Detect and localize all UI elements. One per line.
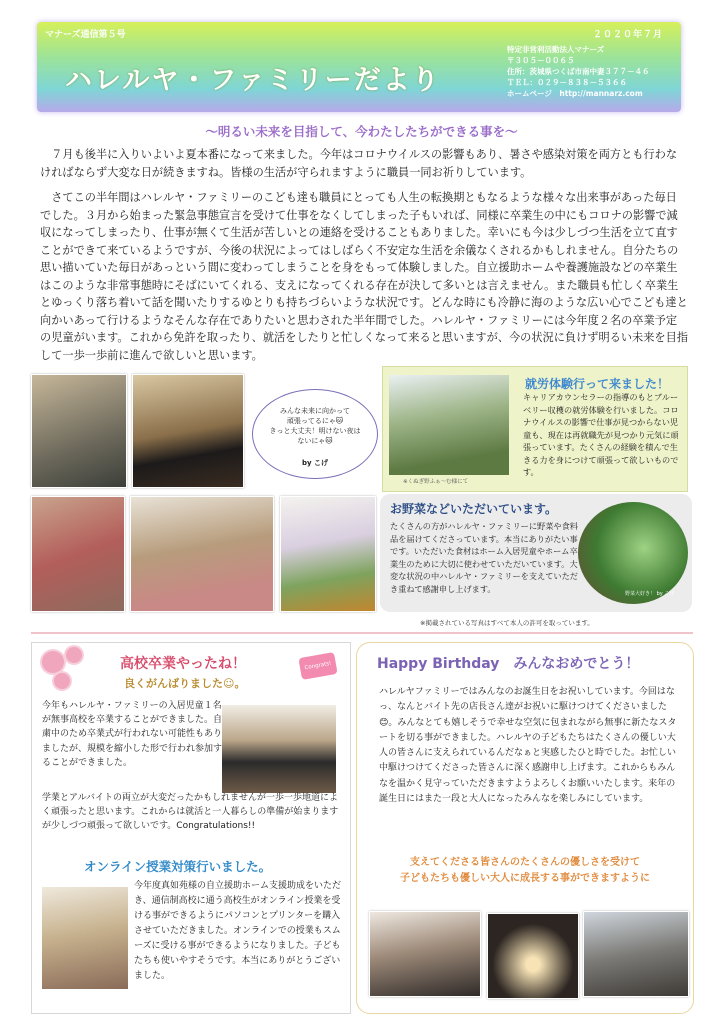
birthday-message-line: 支えてくださる皆さんのたくさんの優しさを受けて — [410, 857, 640, 868]
birthday-panel — [356, 642, 694, 1014]
birthday-party-photo — [583, 911, 689, 997]
birthday-cake-photo — [487, 913, 579, 999]
intro-section — [40, 146, 688, 372]
org-postal: 〒３０５－００６５ — [507, 56, 575, 65]
laptop-photo — [42, 887, 128, 989]
org-tel: ＴＥＬ：０２９－８３８－５３６６ — [507, 78, 627, 87]
flower-arrangement-photo — [280, 496, 376, 612]
intro-paragraph: ７月も後半に入りいよいよ夏本番になって来ました。今年はコロナウイルスの影響もあり、暑さや感染対策を両方とも行わなければならず大変な日が続きますね。皆様の生活が守られますように職員一同お祈りしています。 — [40, 148, 678, 179]
job-experience-box — [382, 366, 688, 492]
photo-permission-note: ※掲載されている写真はすべて本人の許可を取っています。 — [420, 619, 594, 627]
newsletter-subtitle: ～明るい未来を目指して、今わたしたちができる事を～ — [205, 124, 518, 139]
org-name: 特定非営利活動法人マナーズ — [507, 45, 605, 54]
bubble-line: ないにゃ🐱 — [297, 437, 333, 445]
newsletter-header — [37, 22, 681, 112]
birthday-heading: Happy Birthday みんなおめでとう！ — [377, 656, 640, 672]
newsletter-title: ハレルヤ・ファミリーだより — [65, 65, 441, 96]
vegetables-photo — [578, 502, 688, 604]
graduation-heading: 高校卒業やったね！ — [120, 656, 246, 672]
organization-info — [507, 44, 650, 99]
cooking-photo — [31, 496, 125, 612]
cat-speech-bubble — [252, 389, 378, 479]
farm-photo — [389, 375, 509, 475]
graduation-text-continued: 学業とアルバイトの両立が大変だったかもしれませんが一歩一歩地道によく頑張ったと思います。これからは就活と一人暮らしの準備が始まりますが少しづつ頑張って欲しいです。Congratulations!! — [42, 793, 339, 832]
job-heading: 就労体験行って来ました！ — [525, 377, 670, 391]
section-divider — [31, 632, 693, 634]
graduation-text: 今年もハレルヤ・ファミリーの入居児童１名が無事高校を卒業することができました。自粛中のため卒業式が行われない可能性もありましたが、規模を縮小した形で行われ参加することができました。 — [42, 701, 223, 768]
birthday-text: ハレルヤファミリーではみんなのお誕生日をお祝いしています。今回はなっ、なんとバイト先の店長さん達がお祝いに駆けつけてくださいました😊。みんなとても嬉しそうで幸せな空気に包まれながら無事に新たなスタートを切る事ができました。ハレルヤの子どもたちはたくさんの優しい大人の皆さんに支えられているんだなぁと実感したひと時でした。お忙しい中駆けつけてくださった皆さんに深く感謝申し上げます。これからもみんなを温かく見守っていただきますようよろしくお願いいたします。来年の誕生日にはまた一段と大人になったみんなを楽しみにしています。 — [379, 687, 677, 805]
veg-heading: お野菜などいただいています。 — [390, 502, 558, 516]
bubble-author: by こげ — [301, 459, 328, 467]
online-class-text: 今年度真如苑様の自立援助ホーム支援助成をいただき、通信制高校に通う高校生がオンライン授業を受ける事ができるようにパソコンとプリンターを購入させていただきました。オンラインでの授業もスムーズに受ける事ができるようになりました。子どもたちも使いやすそうです。本当にありがとうございました。 — [134, 881, 342, 981]
org-address: 住所：茨城県つくば市南中妻３７７－４６ — [507, 67, 650, 76]
flower-icon — [54, 673, 70, 689]
graduation-subheading: 良くがんばりました☺。 — [124, 677, 246, 690]
bubble-line: きっと大丈夫！明けない夜は — [269, 427, 361, 435]
birthday-group-photo — [369, 911, 481, 997]
issue-date: ２０２０年７月 — [592, 30, 663, 40]
birthday-message — [357, 855, 693, 887]
kitchen-photo — [31, 374, 127, 488]
graduation-ceremony-photo — [222, 705, 336, 793]
bubble-line: 頑張ってるにゃ🐱 — [286, 417, 344, 425]
congrats-badge: Congrats! — [298, 652, 337, 680]
intro-paragraph: さてこの半年間はハレルヤ・ファミリーのこども達も職員にとっても人生の転換期ともなるような様々な出来事があった毎日でした。３月から始まった緊急事態宣言を受けて仕事をなくしてしまった子もいれば、同様に卒業生の中にもコロナの影響で減収になってしまったり、仕事が無くて生活が苦しいとの連絡を受けることもありました。幸いにも今は少しづつ生活を立て直すことができて来ているようですが、今後の状況によってはしばらく不安定な生活を余儀なくされるかもしれません。自分たちの思い描いていた毎日があっという間に変わってしまうことを身をもって体験しました。自立援助ホームや養護施設などの卒業生はこのような非常事態時にそばにいてくれる、支えになってくれる存在が決して多いとは言えません。また職員も忙しく卒業生とゆっくり落ち着いて話を聞いたりするゆとりも持ちづらいような状況です。どんな時にも冷静に海のような広い心でこども達と向かいあって行けるようなそんな存在でありたいと思わされた半年間でした。ハレルヤ・ファミリーには今年度２名の卒業予定の児童がいます。これから免許を取ったり、就活をしたりと忙しくなって来ると思いますが、今の状況に負けず明るい未来を目指して一歩一歩前に進んで欲しいと思います。 — [40, 191, 688, 362]
farm-caption: ※くぬぎ野ふぁ～む様にて — [403, 479, 469, 485]
flower-icon — [42, 651, 64, 673]
veg-photo-caption: 野菜大好き！ by こげ — [625, 591, 675, 597]
flower-icon — [66, 647, 82, 663]
room-photo — [130, 496, 274, 612]
cat-photo — [132, 374, 244, 488]
veg-text: たくさんの方がハレルヤ・ファミリーに野菜や食料品を届けてくださっています。本当にありがたい事です。いただいた食材はホーム入居児童やホーム卒業生のために大切に使わせていただいています。大変な状況の中ハレルヤ・ファミリーを支えていただき重ねて感謝申し上げます。 — [390, 521, 578, 594]
vegetables-box — [380, 494, 692, 612]
birthday-message-line: 子どもたちも優しい大人に成長する事ができますように — [400, 873, 650, 884]
issue-number: マナーズ通信第５号 — [45, 30, 126, 40]
bubble-line: みんな未来に向かって — [280, 407, 350, 415]
online-class-heading: オンライン授業対策行いました。 — [84, 859, 272, 874]
job-text: キャリアカウンセラーの指導のもとブルーベリー収穫の就労体験を行いました。コロナウイルスの影響で仕事が見つからない児童も、現在は再就職先が見つかり元気に頑張っています。たくさんの経験を積んで生きる力を身につけて頑張って欲しいものです。 — [523, 392, 679, 477]
graduation-online-panel — [31, 642, 351, 1014]
org-homepage[interactable]: ホームページ http://mannarz.com — [507, 89, 643, 98]
